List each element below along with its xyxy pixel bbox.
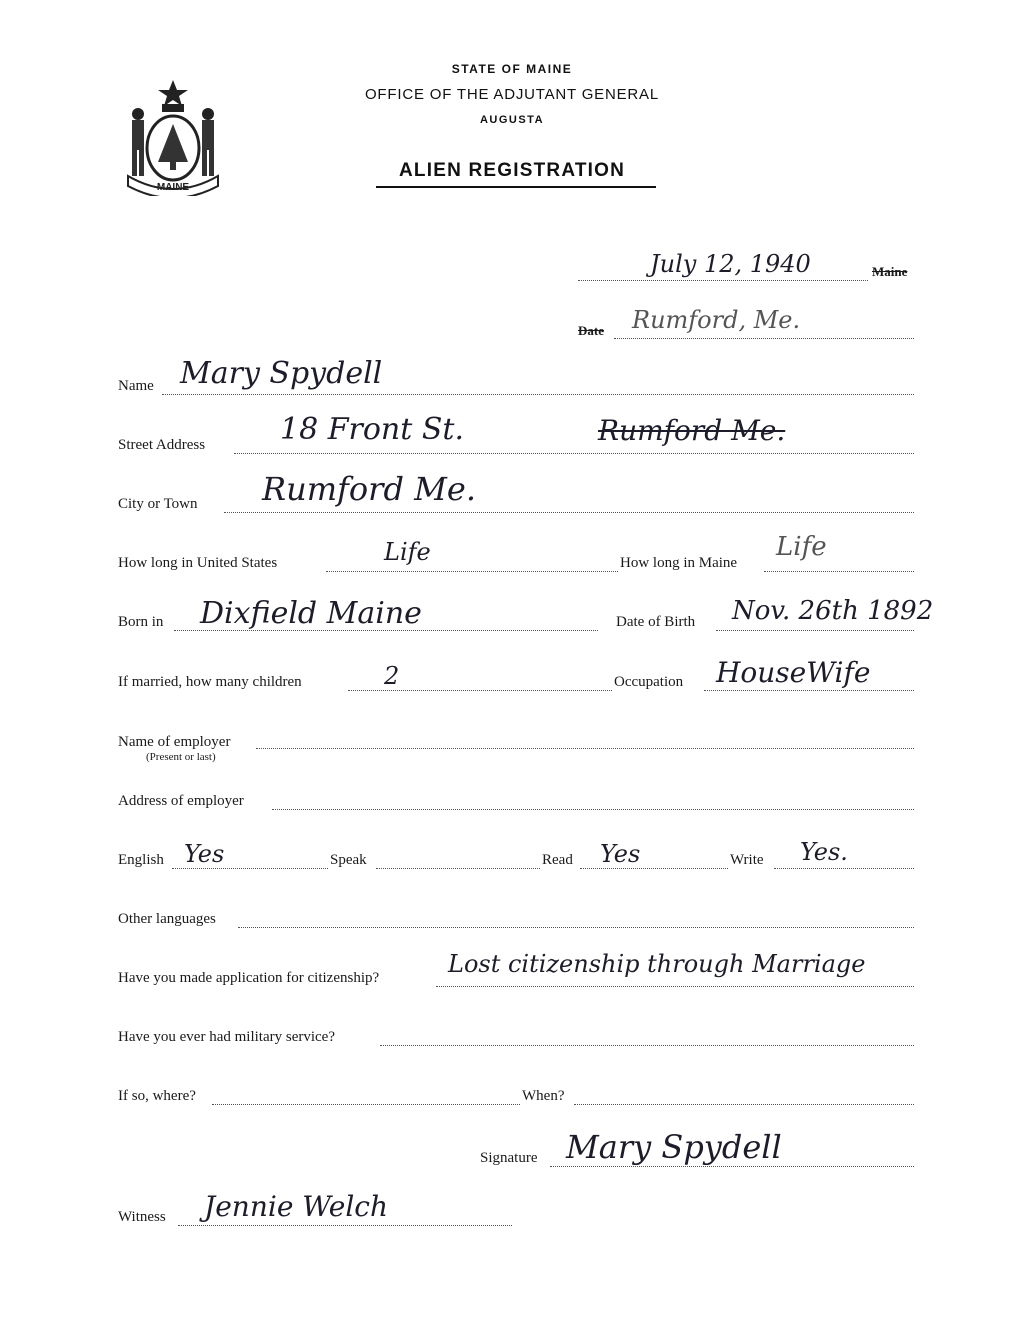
- employer-address-label: Address of employer: [118, 793, 244, 809]
- city-value: Rumford Me.: [262, 470, 476, 508]
- english-value: Yes: [184, 840, 225, 868]
- witness-value: Jennie Welch: [204, 1190, 389, 1223]
- write-line: [774, 868, 914, 869]
- military-line: [380, 1045, 914, 1046]
- employer-sublabel: (Present or last): [146, 751, 216, 763]
- place-value: Rumford, Me.: [632, 306, 801, 334]
- how-long-us-value: Life: [384, 538, 431, 566]
- city-label: City or Town: [118, 496, 198, 512]
- other-languages-label: Other languages: [118, 911, 216, 927]
- witness-line: [178, 1225, 512, 1226]
- when-line: [574, 1104, 914, 1105]
- city-line: [224, 512, 914, 513]
- employer-address-line: [272, 809, 914, 810]
- dob-line: [716, 630, 914, 631]
- place-line: [614, 338, 914, 339]
- street-struck-value: Rumford Me.: [598, 414, 786, 447]
- speak-label: Speak: [330, 852, 367, 868]
- occupation-line: [704, 690, 914, 691]
- name-line: [162, 394, 914, 395]
- dob-label: Date of Birth: [616, 614, 696, 630]
- read-value: Yes: [600, 840, 641, 868]
- speak-line: [376, 868, 540, 869]
- how-long-us-label: How long in United States: [118, 555, 278, 571]
- employer-line: [256, 748, 914, 749]
- witness-label: Witness: [118, 1209, 166, 1225]
- when-label: When?: [522, 1088, 565, 1104]
- signature-label: Signature: [480, 1150, 538, 1166]
- how-long-maine-line: [764, 571, 914, 572]
- seal-motto-text: MAINE: [156, 182, 190, 193]
- where-line: [212, 1104, 520, 1105]
- maine-label: Maine: [872, 264, 908, 279]
- where-label: If so, where?: [118, 1088, 196, 1104]
- title-underline: [376, 186, 656, 188]
- date-line: [578, 280, 868, 281]
- children-value: 2: [384, 662, 400, 690]
- other-languages-line: [238, 927, 914, 928]
- citizenship-label: Have you made application for citizenship?: [118, 970, 380, 986]
- office-heading: OFFICE OF THE ADJUTANT GENERAL: [364, 86, 660, 103]
- write-label: Write: [730, 852, 764, 868]
- read-line: [580, 868, 728, 869]
- name-label: Name: [118, 378, 154, 394]
- occupation-value: HouseWife: [716, 656, 871, 689]
- city-heading: AUGUSTA: [479, 114, 545, 126]
- name-value: Mary Spydell: [180, 356, 383, 391]
- military-label: Have you ever had military service?: [118, 1029, 335, 1045]
- citizenship-value: Lost citizenship through Marriage: [448, 950, 866, 978]
- english-line: [172, 868, 328, 869]
- born-in-label: Born in: [118, 614, 164, 630]
- date-value: July 12, 1940: [650, 250, 811, 278]
- form-title: ALIEN REGISTRATION: [398, 160, 626, 181]
- street-label: Street Address: [118, 437, 206, 453]
- english-label: English: [118, 852, 164, 868]
- signature-value: Mary Spydell: [566, 1128, 782, 1166]
- read-label: Read: [542, 852, 573, 868]
- children-label: If married, how many children: [118, 674, 302, 690]
- date-label: Date: [578, 323, 604, 338]
- employer-label: Name of employer: [118, 734, 231, 750]
- how-long-us-line: [326, 571, 618, 572]
- children-line: [348, 690, 612, 691]
- citizenship-line: [436, 986, 914, 987]
- street-value: 18 Front St.: [280, 412, 464, 447]
- occupation-label: Occupation: [614, 674, 684, 690]
- street-line: [234, 453, 914, 454]
- born-in-value: Dixfield Maine: [200, 596, 422, 631]
- write-value: Yes.: [800, 838, 848, 866]
- dob-value: Nov. 26th 1892: [732, 596, 934, 626]
- how-long-maine-value: Life: [776, 532, 827, 562]
- how-long-maine-label: How long in Maine: [620, 555, 738, 571]
- state-heading: STATE OF MAINE: [451, 62, 573, 76]
- signature-line: [550, 1166, 914, 1167]
